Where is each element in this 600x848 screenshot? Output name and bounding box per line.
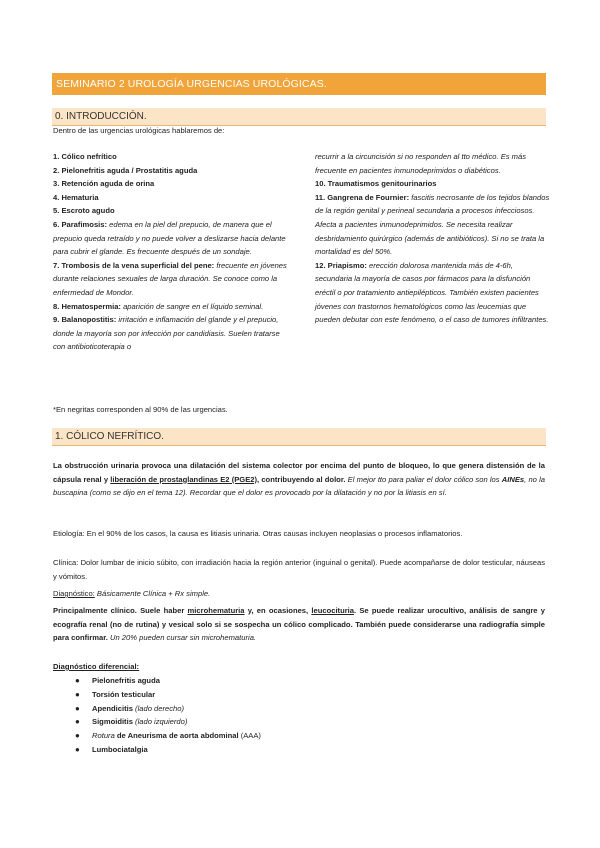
text-run: , no la buscapina (como se dijo en el tema 12). Recordar que el dolor es provocado por la dilatación y no por la litiasis en sí. — [53, 474, 546, 498]
item-text: de Aneurisma de aorta abdominal — [114, 731, 239, 741]
item-note: (lado derecho) — [132, 703, 185, 713]
list-item — [53, 300, 288, 314]
item-note: Rotura — [92, 731, 115, 741]
item-label: 11. Gangrena de Fournier: — [315, 192, 410, 202]
list-item — [315, 259, 550, 327]
right-column — [315, 150, 550, 327]
underlined-term: leucocituria — [311, 606, 355, 615]
intro-lead: Dentro de las urgencias urológicas hablaremos de: — [53, 126, 225, 135]
list-item: 3. Retención aguda de orina — [53, 179, 155, 189]
underlined-term: liberación de prostaglandinas E2 (PGE2) — [110, 474, 258, 484]
underlined-term: microhematuria — [187, 606, 245, 615]
item-description: frecuente en jóvenes durante relaciones sexuales de larga duración. Se conoce como la enfermedad de Mondor. — [53, 260, 287, 297]
item-description: fascitis necrosante de los tejidos blandos de la región genital y perineal secundaria a procesos infecciosos. Afecta a pacientes inmunodeprimidos. Se necesita realizar desbridamiento quirúrgico (además de antibióticos). Si no se trata la mortalidad es del 50%. — [315, 192, 550, 257]
text-run: AINEs — [501, 474, 525, 484]
paragraph-diagnostico — [53, 587, 545, 601]
paragraph-etiologia: Etiología: En el 90% de los casos, la causa es litiasis urinaria. Otras causas incluyen neoplasias o procesos inflamatorios. — [53, 529, 463, 538]
list-item: 4. Hematuria — [53, 192, 99, 202]
paragraph-diagnostico-detalle — [53, 604, 545, 645]
left-column — [53, 150, 288, 354]
bullet-icon: ● — [75, 744, 80, 754]
item-text: Lumbociatalgia — [92, 744, 148, 754]
list-item — [53, 313, 288, 354]
text-run: . Se puede realizar urocultivo, análisis de sangre y ecografía renal (no de rutina) y vesical solo si se sospecha un cólico complicado. También puede considerarse una radiografía simple para confirmar. — [53, 606, 545, 643]
text-run: La obstrucción urinaria provoca una dilatación del sistema colector por encima del punto de bloqueo, lo que genera distensión de la cápsula renal y — [53, 461, 545, 484]
bullet-icon: ● — [75, 689, 80, 699]
bullet-icon: ● — [75, 731, 80, 741]
item-description: aparición de sangre en el líquido seminal. — [120, 301, 264, 311]
footnote: *En negritas corresponden al 90% de las urgencias. — [53, 405, 228, 414]
item-text: Torsión testicular — [92, 689, 156, 699]
item-text: Pielonefritis aguda — [92, 676, 160, 685]
text-run: Un 20% pueden cursar sin microhematuria. — [107, 633, 257, 643]
text-run: Principalmente clínico. Suele haber — [53, 606, 188, 615]
list-item-continuation: recurrir a la circuncisión si no responden al tto médico. Es más frecuente en pacientes inmunodeprimidos o diabéticos. — [315, 152, 527, 175]
item-label: 7. Trombosis de la vena superficial del pene: — [53, 260, 215, 270]
item-description: edema en la piel del prepucio, de manera que el prepucio queda retraído y no puede volver a deslizarse hacia delante para cubrir el glande. Es frecuente después de un sondaje. — [53, 219, 286, 257]
section-heading-introduccion: 0. INTRODUCCIÓN. — [52, 108, 546, 126]
item-label: 8. Hematospermia: — [53, 301, 121, 311]
item-label: 12. Priapismo: — [315, 260, 367, 270]
list-item — [315, 191, 550, 259]
item-description: irritación e inflamación del glande y el prepucio, donde la mayoría son por infección por candidiasis. Suelen tratarse con antibioticoterapia o — [53, 315, 280, 352]
list-item: 2. Pielonefritis aguda / Prostatitis aguda — [53, 165, 198, 175]
paragraph-fisiopatologia — [53, 459, 545, 500]
list-item: 10. Traumatismos genitourinarios — [315, 179, 437, 189]
diagnostico-text: Básicamente Clínica + Rx simple. — [94, 589, 211, 598]
paragraph-clinica: Clínica: Dolor lumbar de inicio súbito, con irradiación hacia la región anterior (inguinal o genital). Puede acompañarse de dolor testicular, náuseas y vómitos. — [53, 558, 545, 581]
list-item — [53, 259, 288, 300]
diagnostico-label: Diagnóstico: — [53, 589, 95, 598]
list-item — [75, 674, 261, 688]
list-item — [75, 743, 261, 757]
section-heading-colico-nefritico: 1. CÓLICO NEFRÍTICO. — [52, 428, 546, 446]
bullet-icon: ● — [75, 717, 80, 727]
list-item — [75, 715, 261, 729]
list-item — [75, 702, 261, 716]
list-item: 5. Escroto agudo — [53, 206, 115, 216]
diagnostico-diferencial-heading: Diagnóstico diferencial: — [53, 662, 140, 671]
item-label: 6. Parafimosis: — [53, 219, 108, 229]
text-run: El mejor tto para paliar el dolor cólico son los — [345, 474, 502, 484]
item-text: Sigmoiditis — [92, 717, 133, 727]
text-run: , contribuyendo al dolor. — [257, 474, 346, 484]
list-item — [53, 218, 288, 259]
list-item — [75, 688, 261, 702]
item-abbrev: (AAA) — [238, 731, 261, 741]
document-title: SEMINARIO 2 UROLOGÍA URGENCIAS UROLÓGICAS. — [52, 73, 546, 95]
text-run: y, en ocasiones, — [244, 606, 312, 615]
bullet-icon: ● — [75, 676, 80, 685]
bullet-icon: ● — [75, 703, 80, 713]
item-description: erección dolorosa mantenida más de 4-6h, secundaria la mayoría de casos por fármacos para la disfunción eréctil o por tratamiento antiepilépticos. También existen pacientes jóvenes con trastornos hematológicos como las leucemias que pueden debutar con este fenómeno, o el caso de tumores infiltrantes. — [315, 260, 549, 325]
differential-diagnosis-list — [75, 674, 261, 757]
item-note: (lado izquierdo) — [132, 717, 188, 727]
list-item: 1. Cólico nefrítico — [53, 152, 117, 161]
list-item — [75, 729, 261, 743]
item-label: 9. Balanopostitis: — [53, 315, 117, 325]
item-text: Apendicitis — [92, 703, 133, 713]
